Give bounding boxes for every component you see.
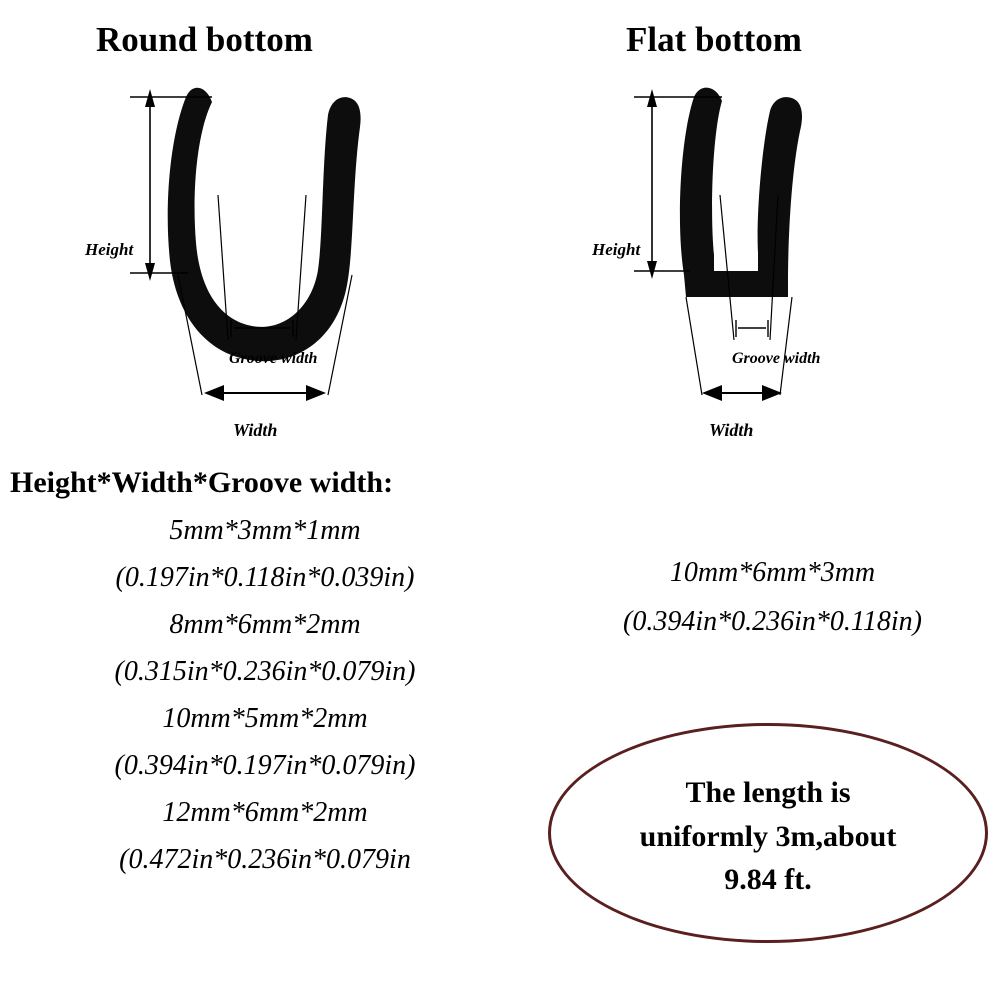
- oval-text: [598, 771, 938, 902]
- width-arrow-left: [702, 385, 722, 401]
- spec-line: 10mm*6mm*3mm: [669, 557, 876, 588]
- spec-line: (0.472in*0.236in*0.079in: [119, 844, 411, 876]
- width-arrow-right: [306, 385, 326, 401]
- round-groove-label: Groove width: [229, 350, 318, 367]
- note-line-2: uniformly 3m,about: [639, 819, 897, 853]
- note-line-1: The length is: [685, 776, 851, 809]
- height-arrow-up: [647, 89, 657, 107]
- right-spec-list: [545, 556, 1000, 654]
- flat-groove-label: Groove width: [732, 350, 821, 367]
- spec-line: 10mm*5mm*2mm: [162, 703, 368, 735]
- round-bottom-drawing: [100, 75, 480, 450]
- spec-line: (0.197in*0.118in*0.039in): [115, 562, 415, 594]
- flat-height-label: Height: [592, 240, 641, 259]
- flat-width-label: Width: [709, 420, 754, 440]
- spec-heading: Height*Width*Groove width:: [10, 466, 394, 499]
- spec-line: (0.394in*0.197in*0.079in): [114, 750, 416, 782]
- flat-profile-shape: [680, 88, 802, 297]
- spec-line: (0.315in*0.236in*0.079in): [114, 656, 416, 688]
- spec-line: (0.394in*0.236in*0.118in): [623, 606, 922, 638]
- round-height-label: Height: [85, 240, 134, 259]
- flat-bottom-title: Flat bottom: [626, 20, 802, 59]
- height-arrow-up: [145, 89, 155, 107]
- flat-bottom-drawing: [610, 75, 990, 450]
- height-arrow-down: [647, 261, 657, 279]
- width-extensions: [686, 297, 792, 395]
- note-line-3: 9.84 ft.: [724, 863, 812, 896]
- groove-dimension: [736, 320, 768, 337]
- spec-line: 8mm*6mm*2mm: [169, 609, 361, 641]
- height-arrow-down: [145, 263, 155, 281]
- width-arrow-left: [204, 385, 224, 401]
- round-width-label: Width: [233, 420, 278, 440]
- spec-line: 5mm*3mm*1mm: [169, 515, 361, 546]
- width-arrow-right: [762, 385, 782, 401]
- length-note: [548, 723, 988, 943]
- spec-line: 12mm*6mm*2mm: [162, 797, 368, 829]
- flat-bottom-diagram: [592, 75, 990, 450]
- round-bottom-diagram: [85, 75, 480, 450]
- round-profile-shape: [168, 88, 361, 361]
- round-bottom-title: Round bottom: [96, 20, 313, 59]
- left-spec-list: [10, 466, 520, 890]
